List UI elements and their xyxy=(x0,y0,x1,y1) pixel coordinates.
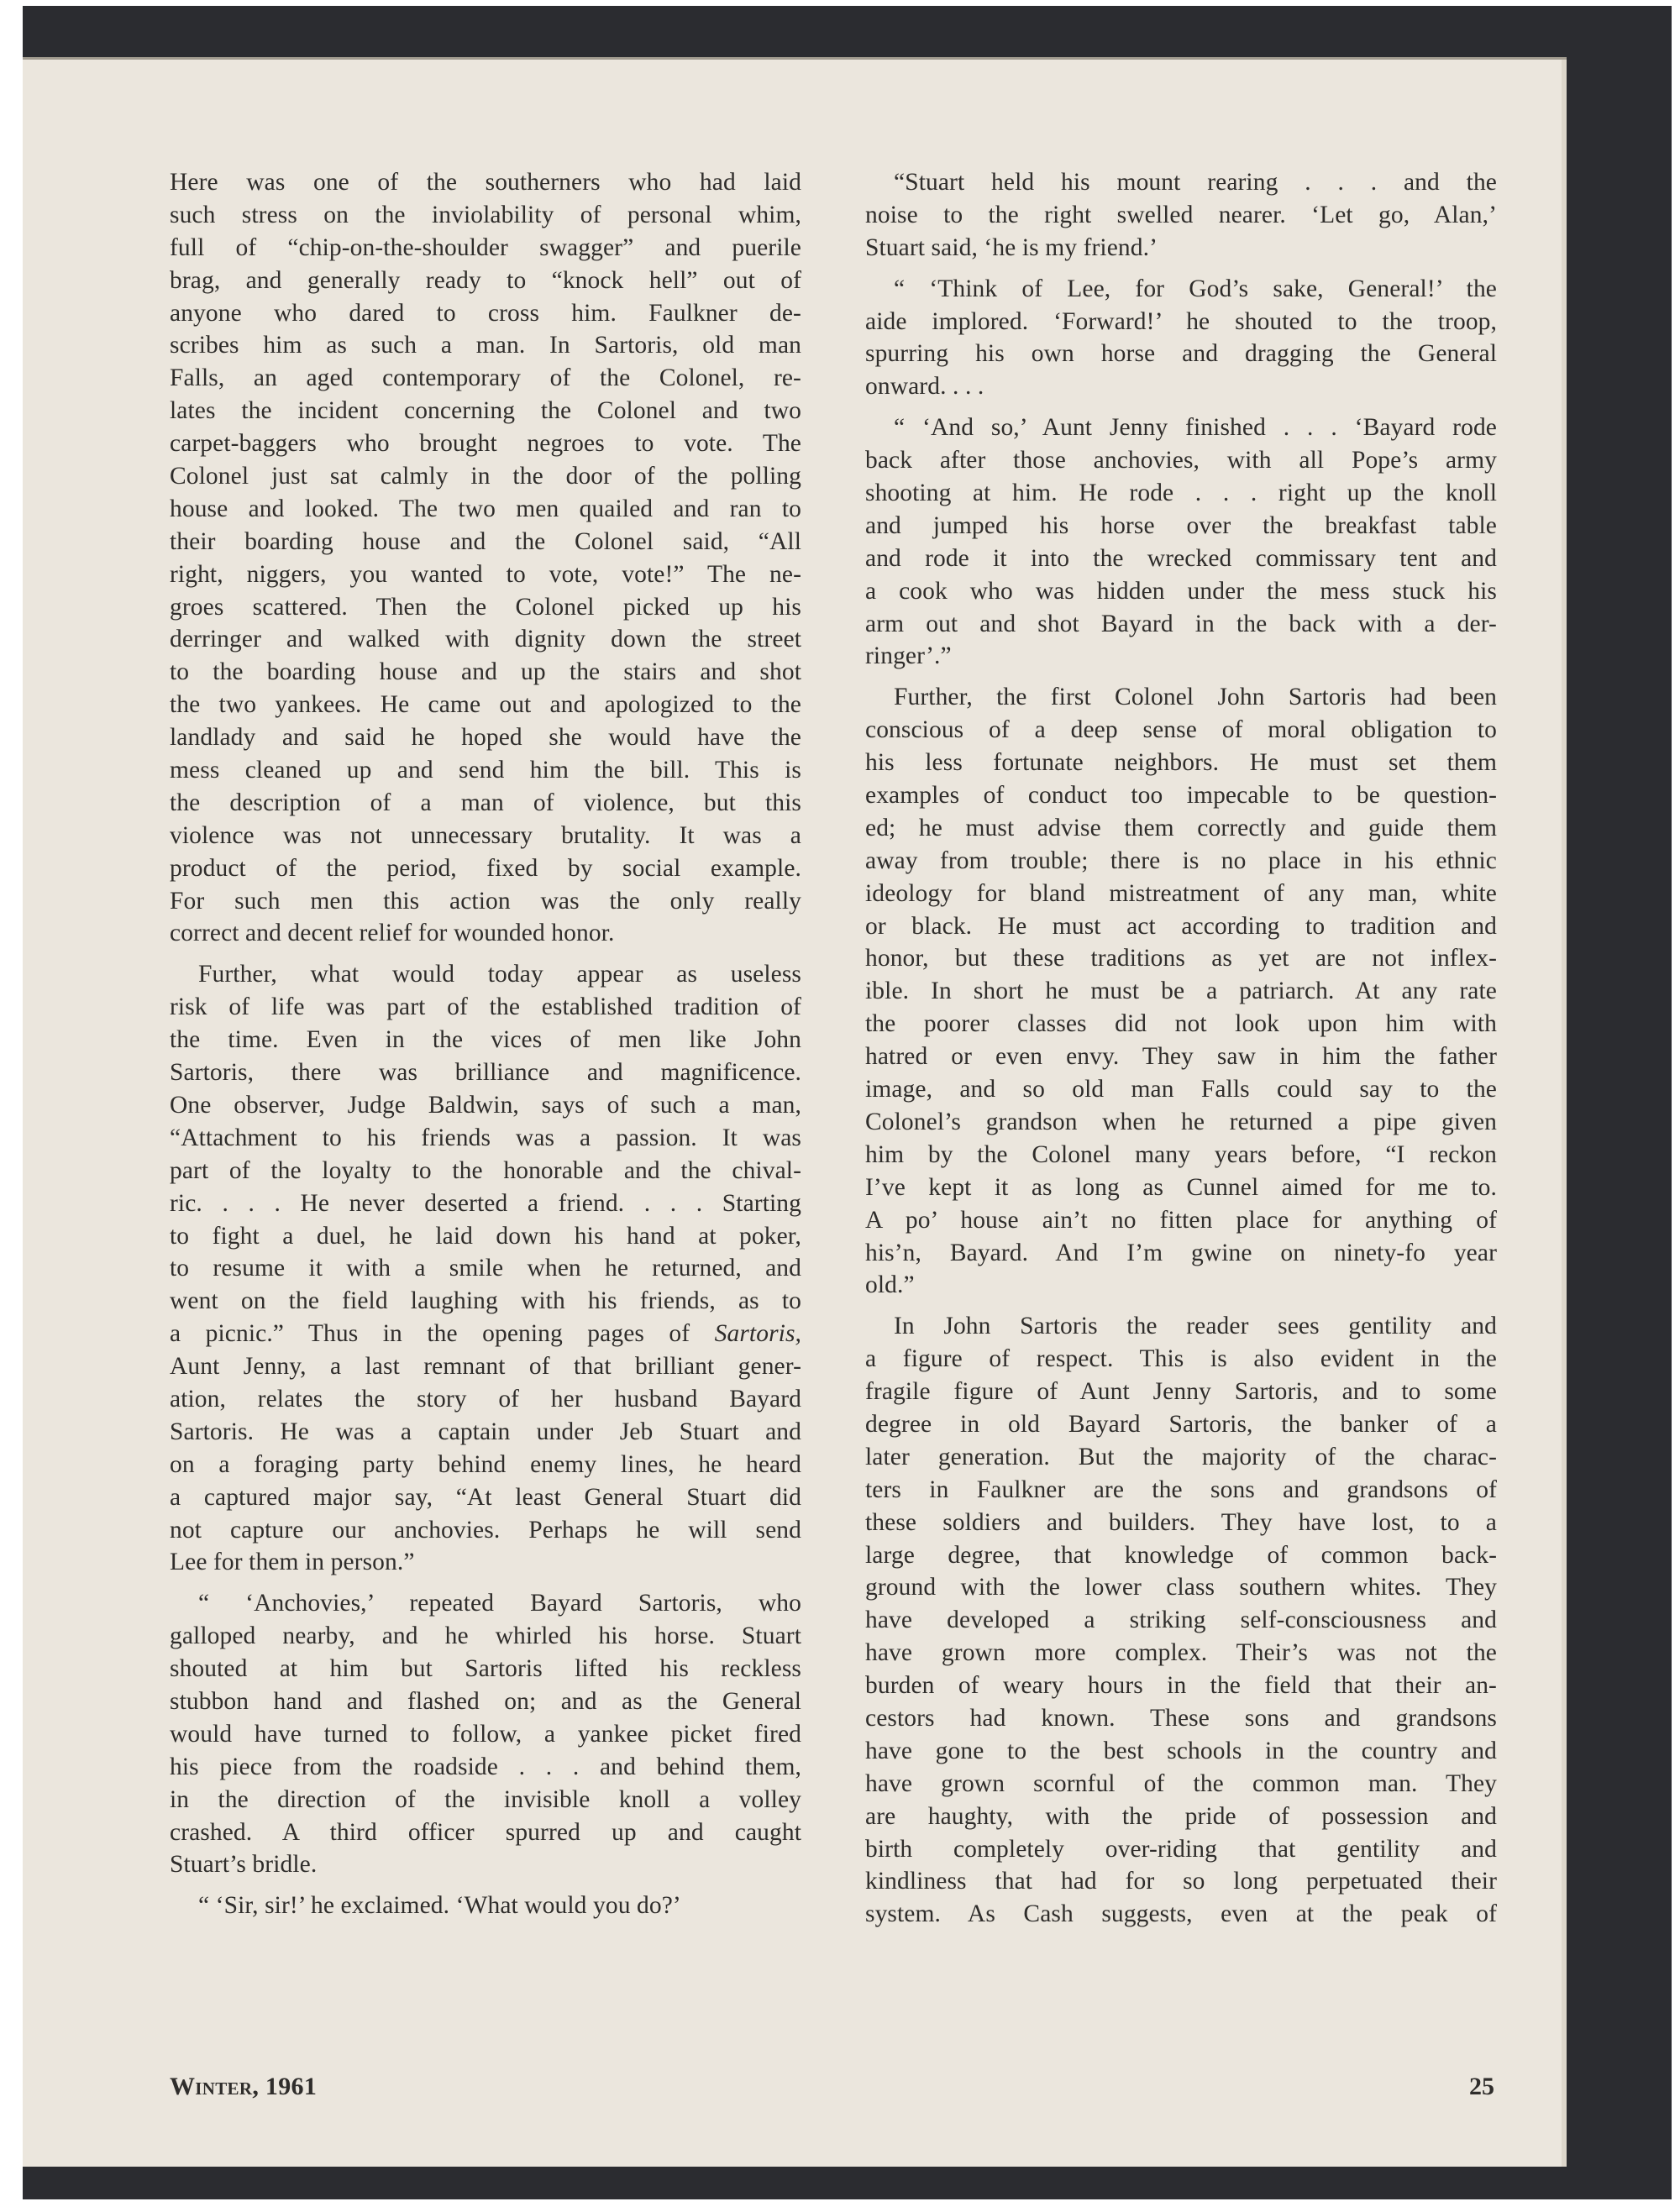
text-line-content: a captured major say, “At least General Stuart did xyxy=(170,1483,801,1511)
text-line xyxy=(865,1604,1497,1637)
text-line-content: hatred or even envy. They saw in him the father xyxy=(865,1043,1497,1071)
text-line-content: and jumped his horse over the breakfast table xyxy=(865,511,1497,539)
text-line-content: his piece from the roadside . . . and behind them, xyxy=(170,1753,801,1780)
text-line-content: large degree, that knowledge of common back- xyxy=(865,1541,1497,1569)
text-line-content: correct and decent relief for wounded honor. xyxy=(170,920,615,947)
page-number: 25 xyxy=(1469,2073,1494,2100)
text-line-content: A po’ house ain’t no fitten place for anything of xyxy=(865,1206,1497,1234)
text-line-content: lates the incident concerning the Colonel and two xyxy=(170,397,801,425)
text-line-content: his less fortunate neighbors. He must set them xyxy=(865,749,1497,777)
text-line xyxy=(865,1040,1497,1073)
text-line xyxy=(170,395,801,427)
text-line xyxy=(170,1816,801,1849)
text-line xyxy=(170,1620,801,1653)
text-line-content: carpet-baggers who brought negroes to vote. The xyxy=(170,430,801,458)
text-line-content: derringer and walked with dignity down the street xyxy=(170,626,801,653)
text-line xyxy=(865,714,1497,747)
text-line-content: groes scattered. Then the Colonel picked up his xyxy=(170,593,801,621)
text-line-content: to fight a duel, he laid down his hand at poker, xyxy=(170,1222,801,1250)
text-line-content: degree in old Bayard Sartoris, the banker of a xyxy=(865,1410,1497,1438)
text-line xyxy=(170,787,801,820)
text-line xyxy=(170,1416,801,1449)
text-line xyxy=(865,942,1497,975)
text-line-content: a figure of respect. This is also evident in the xyxy=(865,1345,1497,1373)
paragraph xyxy=(865,1310,1497,1931)
text-line xyxy=(865,1539,1497,1572)
text-line xyxy=(865,510,1497,543)
text-line-content: shouted at him but Sartoris lifted his reckless xyxy=(170,1655,801,1683)
text-line xyxy=(170,166,801,199)
text-line xyxy=(865,1376,1497,1408)
text-line-content: One observer, Judge Baldwin, says of such a man, xyxy=(170,1091,801,1119)
paragraph xyxy=(170,1587,801,1881)
text-line-content: brag, and generally ready to “knock hell” out of xyxy=(170,266,801,294)
text-line-content: and rode it into the wrecked commissary tent and xyxy=(865,544,1497,572)
magazine-page xyxy=(23,57,1567,2167)
text-line xyxy=(865,1474,1497,1507)
text-line xyxy=(170,1784,801,1816)
text-line xyxy=(865,370,1497,403)
text-line xyxy=(865,232,1497,265)
text-line-content: would have turned to follow, a yankee picket fired xyxy=(170,1720,801,1748)
text-line-content: stubbon hand and flashed on; and as the General xyxy=(170,1687,801,1715)
text-line-content: Lee for them in person.” xyxy=(170,1549,415,1576)
text-line-content: part of the loyalty to the honorable and the chival- xyxy=(170,1156,801,1184)
paragraph xyxy=(170,1890,801,1922)
text-line-content: a cook who was hidden under the mess stuck his xyxy=(865,577,1497,605)
text-line xyxy=(170,1751,801,1784)
text-line-content: “ ‘And so,’ Aunt Jenny finished . . . ‘Bayard rode xyxy=(894,414,1497,442)
text-line-content: the description of a man of violence, but this xyxy=(170,789,801,816)
text-line-content: later generation. But the majority of the charac- xyxy=(865,1443,1497,1470)
text-line xyxy=(170,362,801,395)
text-line-content: system. As Cash suggests, even at the peak of xyxy=(865,1900,1497,1928)
text-line xyxy=(170,329,801,362)
text-line xyxy=(865,1237,1497,1270)
left-column xyxy=(170,166,801,1931)
text-line-content: have gone to the best schools in the country and xyxy=(865,1737,1497,1764)
text-line-content: ideology for bland mistreatment of any man, white xyxy=(865,879,1497,907)
text-line xyxy=(170,232,801,265)
text-line-content: right, niggers, you wanted to vote, vote!” The ne- xyxy=(170,560,801,588)
paragraph xyxy=(865,681,1497,1302)
text-line xyxy=(865,1204,1497,1237)
text-line xyxy=(170,820,801,852)
text-line xyxy=(865,975,1497,1008)
paragraph xyxy=(865,273,1497,404)
text-line xyxy=(865,1702,1497,1735)
text-line-content: such stress on the inviolability of personal whim, xyxy=(170,201,801,228)
text-line xyxy=(865,1865,1497,1898)
text-line-content: these soldiers and builders. They have lost, to a xyxy=(865,1508,1497,1536)
text-line xyxy=(865,1801,1497,1833)
text-line-content: Further, what would today appear as useless xyxy=(198,961,801,988)
paragraph xyxy=(170,166,801,950)
text-line xyxy=(170,526,801,558)
text-line-content: away from trouble; there is no place in his ethnic xyxy=(865,847,1497,874)
text-line-content: aide implored. ‘Forward!’ he shouted to the troop, xyxy=(865,307,1497,335)
text-line xyxy=(170,1718,801,1751)
text-line xyxy=(865,845,1497,878)
text-line-content: violence was not unnecessary brutality. It was a xyxy=(170,821,801,849)
text-line xyxy=(170,1653,801,1685)
text-line-content: Colonel’s grandson when he returned a pipe given xyxy=(865,1108,1497,1135)
text-line-content: Colonel just sat calmly in the door of the polling xyxy=(170,463,801,490)
text-line xyxy=(865,411,1497,444)
text-line-content: him by the Colonel many years before, “I reckon xyxy=(865,1140,1497,1168)
text-line-content: honor, but these traditions as yet are not inflex- xyxy=(865,945,1497,972)
text-line xyxy=(170,1449,801,1481)
text-line xyxy=(865,1441,1497,1474)
text-line xyxy=(170,1848,801,1881)
text-line xyxy=(865,1106,1497,1139)
text-line-content: on a foraging party behind enemy lines, he heard xyxy=(170,1450,801,1478)
text-line-content: ground with the lower class southern whites. They xyxy=(865,1574,1497,1601)
text-line-content: “ ‘Anchovies,’ repeated Bayard Sartoris, who xyxy=(198,1590,801,1617)
right-column xyxy=(865,166,1497,1939)
text-line-content: have grown more complex. Their’s was not the xyxy=(865,1639,1497,1667)
text-line xyxy=(170,1024,801,1056)
text-line xyxy=(865,1343,1497,1376)
text-line-content: I’ve kept it as long as Cunnel aimed for me to. xyxy=(865,1173,1497,1201)
text-line-content: arm out and shot Bayard in the back with a der- xyxy=(865,610,1497,637)
text-line-content: their boarding house and the Colonel said, “All xyxy=(170,527,801,555)
text-line xyxy=(865,338,1497,370)
text-line-content: Sartoris, there was brilliance and magnificence. xyxy=(170,1059,801,1087)
text-line xyxy=(865,444,1497,477)
text-line xyxy=(170,1350,801,1383)
text-line xyxy=(865,306,1497,338)
text-line-content: the poorer classes did not look upon him with xyxy=(865,1010,1497,1038)
text-line xyxy=(170,558,801,591)
book-title-italic: Sartoris, xyxy=(714,1320,801,1348)
text-line xyxy=(865,199,1497,232)
text-line xyxy=(170,1383,801,1416)
text-line-content: “ ‘Sir, sir!’ he exclaimed. ‘What would you do?’ xyxy=(198,1892,681,1920)
text-line xyxy=(865,575,1497,608)
text-line xyxy=(865,608,1497,641)
text-line-content: noise to the right swelled nearer. ‘Let go, Alan,’ xyxy=(865,201,1497,228)
text-line xyxy=(170,1187,801,1220)
text-line-content: have developed a striking self-consciousness and xyxy=(865,1607,1497,1634)
text-line-content: are haughty, with the pride of possession and xyxy=(865,1802,1497,1830)
text-line-content: landlady and said he hoped she would have the xyxy=(170,724,801,752)
text-line-content: anyone who dared to cross him. Faulkner de- xyxy=(170,299,801,327)
text-line-content: burden of weary hours in the field that their an- xyxy=(865,1672,1497,1700)
text-line-content: product of the period, fixed by social example. xyxy=(170,854,801,882)
text-line-content: Falls, an aged contemporary of the Colonel, re- xyxy=(170,364,801,392)
text-line-content: “Attachment to his friends was a passion. It was xyxy=(170,1124,801,1151)
text-line-content: Sartoris. He was a captain under Jeb Stuart and xyxy=(170,1418,801,1445)
text-line xyxy=(865,1735,1497,1768)
text-line-content: crashed. A third officer spurred up and caught xyxy=(170,1818,801,1846)
text-line-content: For such men this action was the only really xyxy=(170,887,801,915)
text-line xyxy=(865,1139,1497,1172)
text-line-content: examples of conduct too impecable to be question- xyxy=(865,782,1497,810)
text-line-content: ringer’.” xyxy=(865,642,952,670)
text-line xyxy=(865,878,1497,910)
text-line xyxy=(865,1637,1497,1669)
text-line-content: “Stuart held his mount rearing . . . and the xyxy=(894,169,1497,196)
text-line-content: risk of life was part of the established tradition of xyxy=(170,993,801,1021)
text-line-content: have grown scornful of the common man. They xyxy=(865,1769,1497,1797)
text-line-content: “ ‘Think of Lee, for God’s sake, General!’ the xyxy=(894,275,1497,302)
text-line xyxy=(865,1073,1497,1106)
text-line xyxy=(865,1008,1497,1040)
text-line xyxy=(170,721,801,754)
text-line-content: spurring his own horse and dragging the General xyxy=(865,340,1497,368)
text-line xyxy=(865,681,1497,714)
text-line xyxy=(170,427,801,460)
text-line-content: Stuart said, ‘he is my friend.’ xyxy=(865,233,1158,261)
text-line xyxy=(865,1833,1497,1866)
text-line xyxy=(865,910,1497,943)
text-line-content: conscious of a deep sense of moral obligation to xyxy=(865,716,1497,744)
text-line xyxy=(170,689,801,721)
text-line xyxy=(170,1514,801,1547)
text-line xyxy=(865,812,1497,845)
text-line xyxy=(170,991,801,1024)
text-line-content: the time. Even in the vices of men like John xyxy=(170,1026,801,1054)
text-line xyxy=(865,1172,1497,1204)
text-line xyxy=(170,199,801,232)
text-line-content: went on the field laughing with his friends, as to xyxy=(170,1287,801,1315)
text-line xyxy=(865,273,1497,306)
text-line-content: galloped nearby, and he whirled his horse. Stuart xyxy=(170,1622,801,1650)
text-line xyxy=(170,1318,801,1350)
text-line-content: to the boarding house and up the stairs and shot xyxy=(170,658,801,686)
text-line xyxy=(170,591,801,624)
text-line-content: Stuart’s bridle. xyxy=(170,1851,318,1879)
text-line xyxy=(170,1122,801,1155)
text-line xyxy=(865,543,1497,575)
text-line xyxy=(865,779,1497,812)
text-line-content: Further, the first Colonel John Sartoris had been xyxy=(894,684,1497,711)
text-line xyxy=(865,1768,1497,1801)
text-line-content: the two yankees. He came out and apologized to the xyxy=(170,691,801,719)
text-line xyxy=(170,1685,801,1718)
text-line xyxy=(170,1089,801,1122)
paragraph xyxy=(865,411,1497,673)
text-line xyxy=(170,1546,801,1579)
text-line xyxy=(170,623,801,656)
text-line xyxy=(170,917,801,950)
paragraph xyxy=(865,166,1497,265)
text-line xyxy=(865,477,1497,510)
text-line-content: In John Sartoris the reader sees gentility and xyxy=(894,1313,1497,1340)
text-line xyxy=(170,656,801,689)
text-line xyxy=(865,1310,1497,1343)
text-line xyxy=(865,1269,1497,1302)
text-line-content: old.” xyxy=(865,1271,915,1299)
text-line-content: image, and so old man Falls could say to the xyxy=(865,1076,1497,1103)
text-line xyxy=(170,1481,801,1514)
text-line xyxy=(865,1571,1497,1604)
text-line xyxy=(170,1220,801,1253)
text-line xyxy=(170,958,801,991)
text-line-content: house and looked. The two men quailed and ran to xyxy=(170,495,801,522)
text-line-content: to resume it with a smile when he returned, and xyxy=(170,1255,801,1282)
text-line-content: shooting at him. He rode . . . right up the knoll xyxy=(865,480,1497,507)
text-line-content: ation, relates the story of her husband Bayard xyxy=(170,1385,801,1413)
text-line-content: cestors had known. These sons and grandsons xyxy=(865,1704,1497,1732)
text-line xyxy=(865,640,1497,673)
text-line-content: kindliness that had for so long perpetuated their xyxy=(865,1868,1497,1895)
text-line-content: Aunt Jenny, a last remnant of that brilliant gener- xyxy=(170,1353,801,1381)
text-line-content: mess cleaned up and send him the bill. This is xyxy=(170,757,801,784)
text-line xyxy=(170,265,801,297)
text-line xyxy=(170,1285,801,1318)
text-line-content: birth completely over-riding that gentility and xyxy=(865,1835,1497,1863)
text-line xyxy=(170,1056,801,1089)
text-line xyxy=(170,493,801,526)
text-line-content: not capture our anchovies. Perhaps he will send xyxy=(170,1516,801,1544)
text-line-content: back after those anchovies, with all Pope’s army xyxy=(865,447,1497,474)
text-line xyxy=(170,1890,801,1922)
text-line xyxy=(170,852,801,885)
text-line-content: a picnic.” Thus in the opening pages of xyxy=(170,1320,715,1348)
text-line xyxy=(865,166,1497,199)
text-line-content: scribes him as such a man. In Sartoris, old man xyxy=(170,332,801,359)
text-line xyxy=(170,297,801,330)
text-line xyxy=(170,885,801,918)
text-line-content: ible. In short he must be a patriarch. At any rate xyxy=(865,978,1497,1005)
paragraph xyxy=(170,958,801,1579)
text-line xyxy=(865,1898,1497,1931)
text-line-content: ric. . . . He never deserted a friend. . . . Starting xyxy=(170,1189,801,1217)
text-line-content: or black. He must act according to tradition and xyxy=(865,912,1497,940)
text-line xyxy=(865,747,1497,779)
text-line xyxy=(865,1408,1497,1441)
text-line xyxy=(865,1507,1497,1539)
text-line-content: his’n, Bayard. And I’m gwine on ninety-fo year xyxy=(865,1239,1497,1266)
text-line xyxy=(170,1587,801,1620)
text-line xyxy=(170,460,801,493)
text-line-content: onward. . . . xyxy=(865,373,984,401)
text-line-content: in the direction of the invisible knoll a volley xyxy=(170,1785,801,1813)
text-line-content: full of “chip-on-the-shoulder swagger” and puerile xyxy=(170,233,801,261)
text-line-content: ters in Faulkner are the sons and grandsons of xyxy=(865,1476,1497,1503)
text-line xyxy=(170,754,801,787)
text-line xyxy=(865,1669,1497,1702)
footer-issue: Winter, 1961 xyxy=(170,2073,318,2100)
text-line xyxy=(170,1252,801,1285)
text-line xyxy=(170,1155,801,1187)
text-line-content: Here was one of the southerners who had laid xyxy=(170,169,801,196)
text-line-content: ed; he must advise them correctly and guide them xyxy=(865,814,1497,841)
text-line-content: fragile figure of Aunt Jenny Sartoris, and to some xyxy=(865,1378,1497,1406)
